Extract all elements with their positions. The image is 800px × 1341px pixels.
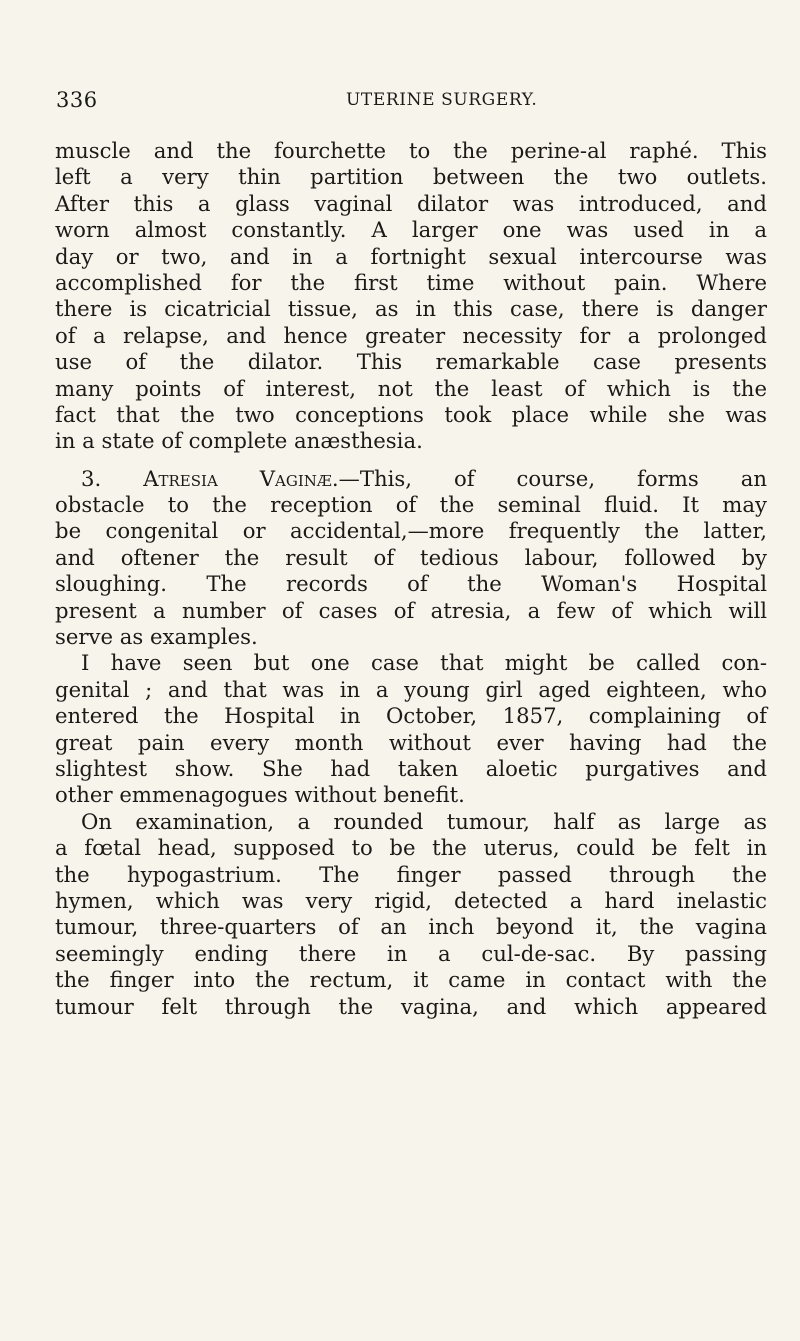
text-line: On examination, a rounded tumour, half as large as	[81, 808, 767, 834]
paragraph-examination	[55, 809, 767, 1020]
text-line: seemingly ending there in a cul-de-sac. By passing	[55, 940, 767, 966]
text-line: use of the dilator. This remarkable case presents	[55, 349, 767, 375]
running-title: UTERINE SURGERY.	[346, 90, 538, 110]
text-line: many points of interest, not the least of which is the	[55, 375, 767, 401]
text-line: left a very thin partition between the two outlets.	[55, 164, 767, 190]
section-atresia-vaginae	[55, 466, 767, 651]
text-line: day or two, and in a fortnight sexual intercourse was	[55, 243, 767, 269]
page-number: 336	[56, 88, 98, 112]
text-line: obstacle to the reception of the seminal fluid. It may	[55, 492, 767, 518]
section-heading: Atresia Vaginæ	[143, 465, 332, 491]
text-line: of a relapse, and hence greater necessity for a prolonged	[55, 322, 767, 348]
text-line: there is cicatricial tissue, as in this case, there is danger	[55, 296, 767, 322]
text-line: accomplished for the first time without pain. Where	[55, 269, 767, 295]
body-text	[55, 138, 767, 1020]
text-line: sloughing. The records of the Woman's Hospital	[55, 571, 767, 597]
text-line: serve as examples.	[55, 624, 258, 650]
text-line: tumour, three-quarters of an inch beyond it, the vagina	[55, 914, 767, 940]
text-line: After this a glass vaginal dilator was introduced, and	[55, 190, 767, 216]
section-heading-text: .—This, of course, forms an	[331, 465, 767, 491]
text-line: worn almost constantly. A larger one was used in a	[55, 217, 767, 243]
text-line: present a number of cases of atresia, a few of which will	[55, 597, 767, 623]
text-line: tumour felt through the vagina, and which appeared	[55, 993, 767, 1019]
running-head	[56, 88, 746, 118]
text-line: I have seen but one case that might be called con-	[81, 650, 767, 676]
text-line: fact that the two conceptions took place while she was	[55, 401, 767, 427]
text-line: the finger into the rectum, it came in contact with the	[55, 967, 767, 993]
text-line: the hypogastrium. The finger passed through the	[55, 861, 767, 887]
text-line: great pain every month without ever having had the	[55, 729, 767, 755]
text-line: muscle and the fourchette to the perine-al raphé. This	[55, 138, 767, 163]
section-number: 3.	[81, 465, 102, 491]
text-line: in a state of complete anæsthesia.	[55, 428, 423, 454]
text-line: hymen, which was very rigid, detected a hard inelastic	[55, 887, 767, 913]
paragraph-dilator	[55, 138, 767, 455]
text-line: entered the Hospital in October, 1857, complaining of	[55, 703, 767, 729]
paragraph-congenital-case	[55, 650, 767, 808]
text-line: genital ; and that was in a young girl aged eighteen, who	[55, 676, 767, 702]
text-line: slightest show. She had taken aloetic purgatives and	[55, 755, 767, 781]
section-heading-line	[55, 466, 767, 492]
text-line: and oftener the result of tedious labour, followed by	[55, 544, 767, 570]
text-line: a fœtal head, supposed to be the uterus, could be felt in	[55, 835, 767, 861]
text-line: other emmenagogues without benefit.	[55, 782, 465, 808]
text-line: be congenital or accidental,—more frequently the latter,	[55, 518, 767, 544]
